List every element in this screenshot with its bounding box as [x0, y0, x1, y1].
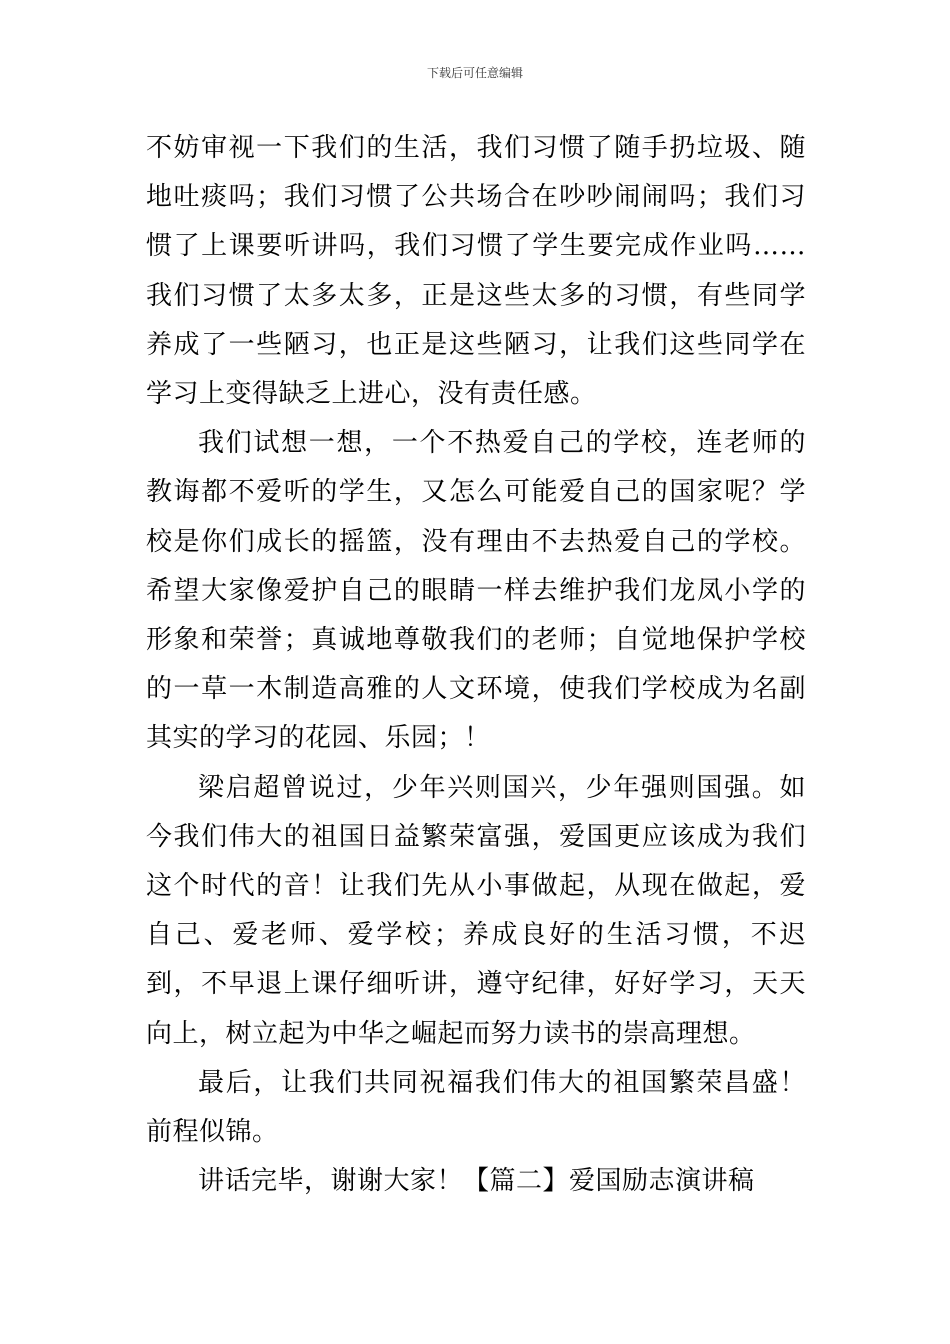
document-body	[146, 124, 806, 1206]
paragraph-1: 不妨审视一下我们的生活，我们习惯了随手扔垃圾、随地吐痰吗；我们习惯了公共场合在吵吵闹闹吗；我们习惯了上课要听讲吗，我们习惯了学生要完成作业吗……我们习惯了太多太多，正是这些太多的习惯，有些同学养成了一些陋习，也正是这些陋习，让我们这些同学在学习上变得缺乏上进心，没有责任感。	[146, 133, 806, 410]
paragraph-5: 讲话完毕，谢谢大家！【篇二】爱国励志演讲稿	[198, 1166, 755, 1197]
page-header: 下载后可任意编辑	[426, 66, 523, 80]
paragraph-2: 我们试想一想，一个不热爱自己的学校，连老师的教诲都不爱听的学生，又怎么可能爱自己的国家呢？学校是你们成长的摇篮，没有理由不去热爱自己的学校。希望大家像爱护自己的眼睛一样去维护我们龙凤小学的形象和荣誉；真诚地尊敬我们的老师；自觉地保护学校的一草一木制造高雅的人文环境，使我们学校成为名副其实的学习的花园、乐园；！	[146, 428, 806, 754]
paragraph-3: 梁启超曾说过，少年兴则国兴，少年强则国强。如今我们伟大的祖国日益繁荣富强，爱国更应该成为我们这个时代的音！让我们先从小事做起，从现在做起，爱自己、爱老师、爱学校；养成良好的生活习惯，不迟到，不早退上课仔细听讲，遵守纪律，好好学习，天天向上，树立起为中华之崛起而努力读书的崇高理想。	[146, 772, 806, 1049]
paragraph-4: 最后，让我们共同祝福我们伟大的祖国繁荣昌盛！前程似锦。	[146, 1067, 806, 1148]
